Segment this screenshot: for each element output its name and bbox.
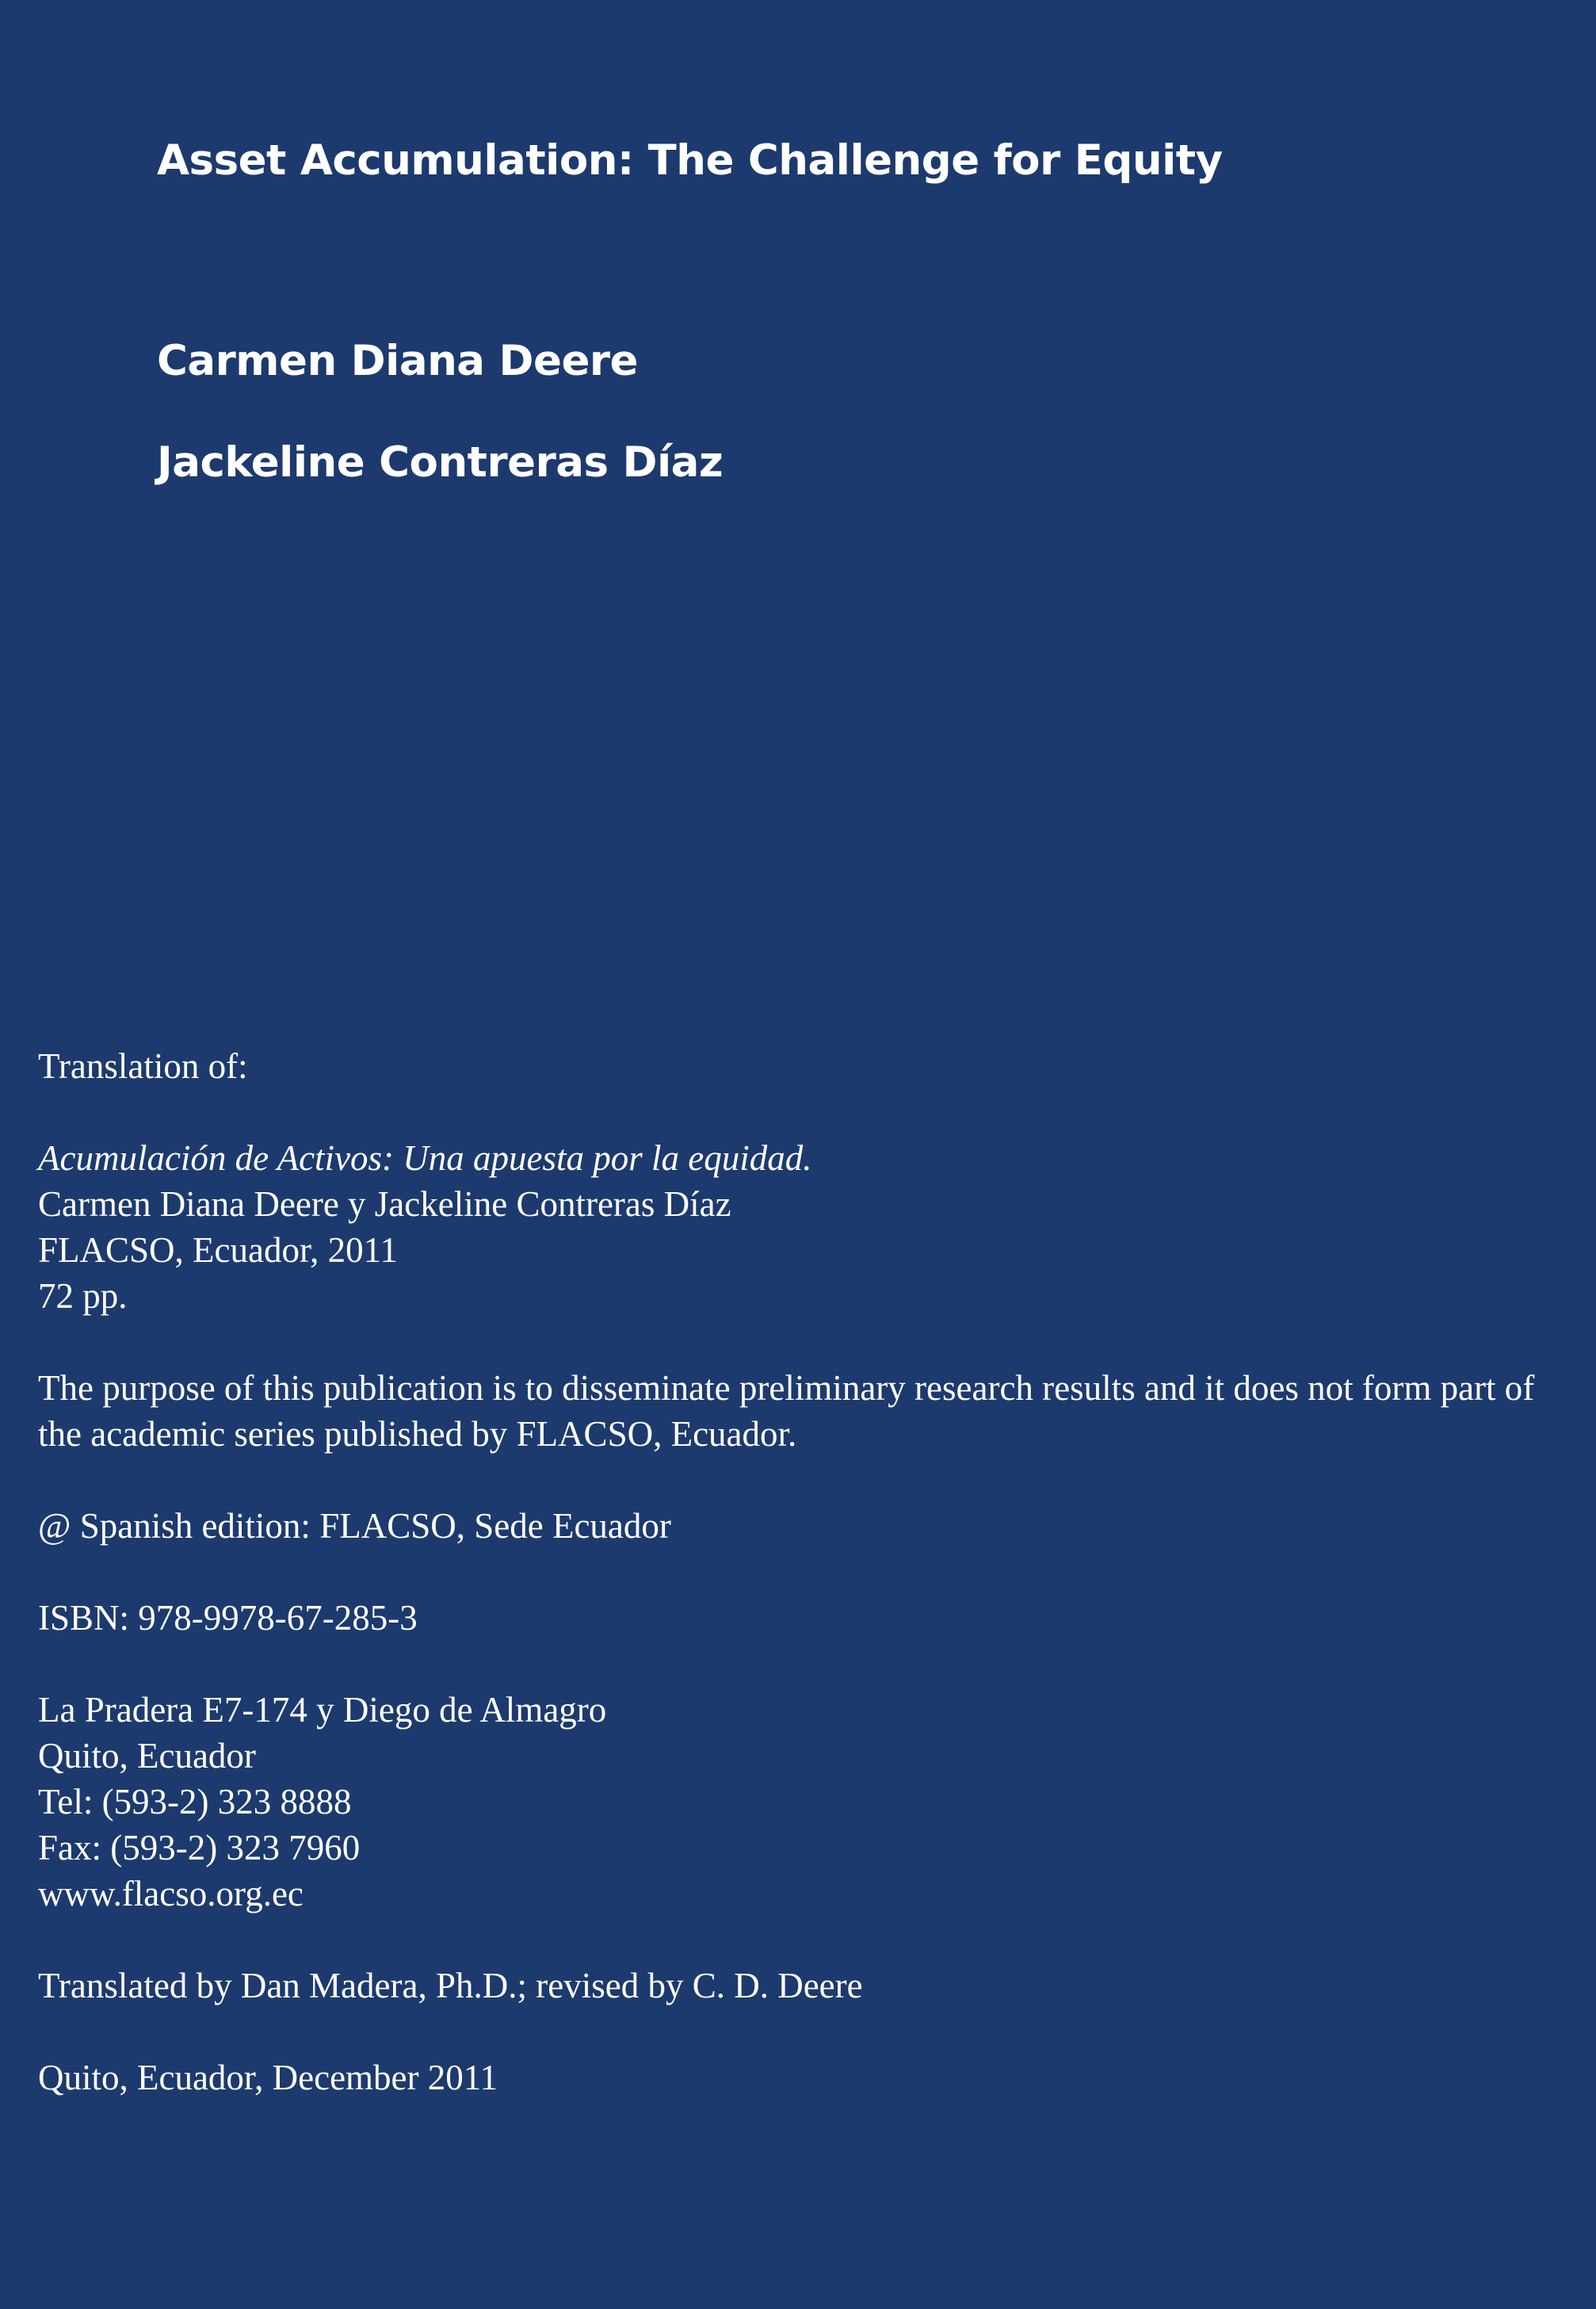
spanish-edition: @ Spanish edition: FLACSO, Sede Ecuador: [38, 1506, 671, 1546]
original-authors: Carmen Diana Deere y Jackeline Contreras Díaz: [38, 1184, 731, 1224]
original-title: Acumulación de Activos: Una apuesta por la equidad.: [38, 1138, 812, 1178]
colophon: [38, 1043, 1567, 2101]
isbn: ISBN: 978-9978-67-285-3: [38, 1598, 418, 1638]
translator-credit: Translated by Dan Madera, Ph.D.; revised by C. D. Deere: [38, 1966, 863, 2005]
author-name: Carmen Diana Deere: [157, 337, 638, 385]
author-name: Jackeline Contreras Díaz: [157, 438, 724, 487]
document-title: Asset Accumulation: The Challenge for Equity: [157, 136, 1223, 185]
original-publisher: FLACSO, Ecuador, 2011: [38, 1230, 398, 1270]
address-web: www.flacso.org.ec: [38, 1874, 304, 1913]
address-fax: Fax: (593-2) 323 7960: [38, 1828, 361, 1867]
date-place: Quito, Ecuador, December 2011: [38, 2058, 498, 2097]
original-pages: 72 pp.: [38, 1276, 128, 1316]
address-tel: Tel: (593-2) 323 8888: [38, 1782, 352, 1822]
address-street: La Pradera E7-174 y Diego de Almagro: [38, 1690, 607, 1730]
purpose-statement: The purpose of this publication is to disseminate preliminary research results and it does not form part of the academic series published by FLACSO, Ecuador.: [38, 1368, 1535, 1454]
address-city: Quito, Ecuador: [38, 1736, 256, 1776]
translation-label: Translation of:: [38, 1046, 248, 1086]
